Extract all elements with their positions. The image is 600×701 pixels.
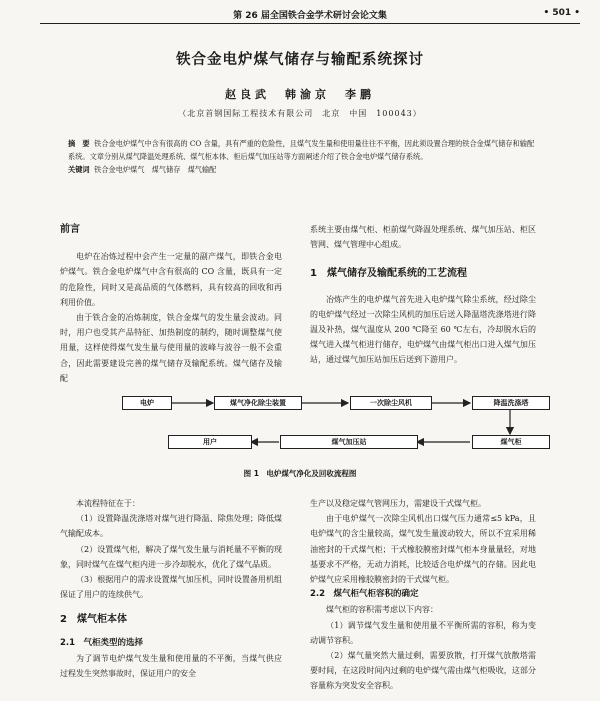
paper-affiliation: （北京首钢国际工程技术有限公司 北京 中国 100043）	[178, 109, 422, 118]
figure-caption: 图 1 电炉煤气净化及回收流程图	[243, 469, 357, 478]
paragraph-2-2: 煤气柜的容积需考虑以下内容：	[326, 605, 438, 615]
abstract-label: 摘 要	[68, 139, 90, 148]
intro-paragraph-2: 由于铁合金的冶炼制度，铁合金煤气的发生量会波动。同时，用户也受其产品特征、加热制度的制约，随时调整煤气使用量，这样使得煤气发生量与使用量的波峰与波谷一般不会重合，因此需要建设完善的煤气储存及输配系统。煤气储存及输配	[60, 313, 282, 383]
volume-item-2: （2）煤气量突然大量过剩，需要放散，打开煤气放散塔需要时间，在这段时间内过剩的电炉煤气需由煤气柜吸收，这部分容量称为突发安全容积。	[310, 651, 536, 691]
heading-section-2-2: 2.2 煤气柜气柜容积的确定	[310, 589, 419, 600]
paper-title: 铁合金电炉煤气储存与输配系统探讨	[176, 52, 424, 68]
node-cooling-scrubber: 降温洗涤塔	[472, 396, 550, 410]
right-column-bottom	[310, 496, 536, 694]
abstract	[68, 137, 538, 163]
running-title: 第 26 届全国铁合金学术研讨会论文集	[233, 11, 387, 21]
header-rule	[40, 23, 580, 24]
node-user: 用户	[168, 435, 252, 449]
paragraph-2-1-cont: 由于电炉煤气一次除尘风机出口煤气压力通常≤5 kPa，且电炉煤气的含尘量较高，煤气发生量波动较大，所以不宜采用稀油密封的干式煤气柜；干式橡胶膜密封煤气柜本身量量轻，对地基要求不严格，无动力消耗，比较适合电炉煤气的存储。因此电炉煤气应采用橡胶膜密封的干式煤气柜。	[310, 514, 536, 585]
left-column-top	[60, 222, 282, 386]
paper-authors: 赵良武 韩渝京 李鹏	[225, 88, 375, 101]
node-gas-purification: 煤气净化除尘装置	[214, 396, 302, 410]
volume-item-1: （1）调节煤气发生量和使用量不平衡所需的容积，称为变动调节容积。	[310, 620, 536, 645]
heading-section-2: 2 煤气柜本体	[60, 614, 127, 626]
keywords-label: 关键词	[68, 165, 90, 174]
node-primary-dust-fan: 一次除尘风机	[350, 396, 432, 410]
page-number: • 501 •	[543, 8, 580, 18]
feature-item-1: （1）设置降温洗涤塔对煤气进行降温、除焦处理；降低煤气输配成本。	[60, 514, 282, 539]
heading-section-1: 1 煤气储存及输配系统的工艺流程	[310, 268, 467, 280]
paragraph-2-1: 为了调节电炉煤气发生量和使用量的不平衡，当煤气供应过程发生突然事故时，保证用户的安全	[60, 653, 282, 679]
right-column-top	[310, 222, 536, 368]
feature-item-2: （2）设置煤气柜，解决了煤气发生量与消耗量不平衡的现象，同时煤气在煤气柜内进一步冷却脱水，优化了煤气品质。	[60, 544, 282, 569]
heading-section-2-1: 2.1 气柜类型的选择	[60, 637, 144, 648]
heading-intro: 前言	[60, 224, 80, 235]
feature-item-3: （3）根据用户的需求设置煤气加压机，同时设置备用机组保证了用户的连续供气。	[60, 575, 282, 600]
node-gas-holder: 煤气柜	[472, 435, 550, 449]
keywords-text: 铁合金电炉煤气 煤气储存 煤气输配	[94, 165, 217, 174]
left-column-bottom	[60, 496, 282, 681]
figure-1	[0, 392, 600, 482]
node-compressor-station: 煤气加压站	[280, 435, 418, 449]
running-header	[40, 6, 580, 22]
paragraph-after-figure: 生产以及稳定煤气管网压力，需建设干式煤气柜。	[310, 499, 486, 508]
abstract-text: 铁合金电炉煤气中含有很高的 CO 含量，具有严重的危险性，且煤气发生量和使用量往往不平衡，因此须设置合理的铁合金煤气储存和输配系统。文章分别从煤气降温处理系统、煤气柜本体、柜后煤气加压站等方面阐述介绍了铁合金电炉煤气储存系统。	[68, 139, 535, 161]
process-paragraph: 冶炼产生的电炉煤气首先进入电炉煤气除尘系统，经过除尘的电炉煤气经过一次除尘风机的加压后送入降温塔洗涤塔进行降温及补热，煤气温度从 200 ℃降至 60 ℃左右，冷却脱水后的煤气进入煤气柜进行储存，电炉煤气由煤气柜出口进入煤气加压站，通过煤气加压站加压后送到下游用户。	[310, 294, 536, 365]
features-intro: 本流程特征在于：	[76, 499, 140, 508]
node-electric-furnace: 电炉	[122, 396, 172, 410]
intro-paragraph-1: 电炉在冶炼过程中会产生一定量的副产煤气，即铁合金电炉煤气。铁合金电炉煤气中含有很高的 CO 含量，既具有一定的危险性，同时又是高品质的气体燃料，具有较高的回收和再利用价值。	[60, 252, 282, 307]
abstract-block	[68, 137, 538, 176]
system-paragraph: 系统主要由煤气柜、柜前煤气降温处理系统、煤气加压站、柜区管网、煤气管理中心组成。	[310, 225, 536, 250]
keywords	[68, 163, 538, 176]
